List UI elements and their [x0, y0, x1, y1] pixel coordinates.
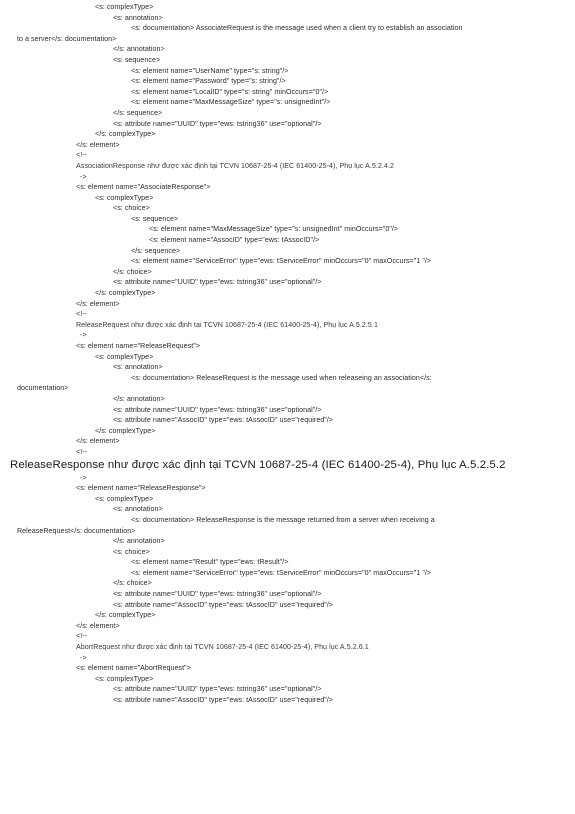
- code-line: <!--: [76, 151, 88, 160]
- code-line: <s: element name="ServiceError" type="ews: tServiceError" minOccurs="0" maxOccurs="1 "/>: [131, 568, 432, 577]
- code-line: <s: complexType>: [95, 494, 154, 503]
- code-line: <s: element name="AbortRequest">: [76, 664, 191, 673]
- code-line: </s: complexType>: [95, 611, 156, 620]
- code-line: <s: element name="ReleaseResponse">: [76, 484, 206, 493]
- code-line: </s: element>: [76, 437, 120, 446]
- code-line: to a server</s: documentation>: [17, 34, 117, 43]
- code-line: <s: element name="UserName" type="s: string"/>: [131, 66, 289, 75]
- code-line: </s: annotation>: [113, 394, 165, 403]
- code-line: <s: element name="MaxMessageSize" type="s: unsignedInt" minOccurs="0"/>: [149, 225, 399, 234]
- code-line: <s: complexType>: [95, 3, 154, 11]
- code-line: <s: documentation> ReleaseRequest is the message used when releaseing an association</s:: [131, 373, 432, 382]
- code-line: </s: element>: [76, 299, 120, 308]
- code-line: ->: [80, 473, 87, 482]
- code-line: <!--: [76, 310, 88, 319]
- code-line: <!--: [76, 632, 88, 641]
- code-line: </s: annotation>: [113, 537, 165, 546]
- section-heading-line: ReleaseResponse như được xác định tại TCVN 10687-25-4 (IEC 61400-25-4), Phụ lục A.5.2.5.2: [10, 458, 506, 471]
- code-line: <s: documentation> ReleaseResponse is the message returned from a server when receiving a: [131, 515, 435, 524]
- code-line: <s: complexType>: [95, 674, 154, 683]
- code-line: ->: [80, 172, 87, 181]
- code-line: <s: annotation>: [113, 13, 163, 22]
- code-line: <s: attribute name="AssocID" type="ews: tAssocID" use="required"/>: [113, 696, 334, 704]
- code-line: </s: sequence>: [113, 108, 163, 117]
- code-line: </s: choice>: [113, 267, 152, 276]
- code-line: <s: element name="MaxMessageSize" type="s: unsignedInt"/>: [131, 98, 331, 107]
- comment-line: ReleaseRequest như được xác định tại TCVN 10687-25-4 (IEC 61400-25-4), Phụ lục A.5.2.5.1: [76, 320, 378, 329]
- code-line: ->: [80, 331, 87, 340]
- comment-line: AbortRequest như được xác định tại TCVN 10687-25-4 (IEC 61400-25-4), Phụ lục A.5.2.6.1: [76, 643, 369, 652]
- code-line: <s: attribute name="UUID" type="ews: tstring36" use="optional"/>: [113, 590, 322, 599]
- code-line: </s: sequence>: [131, 246, 181, 255]
- code-line: <s: documentation> AssociateRequest is the message used when a client try to establish an association: [131, 24, 463, 33]
- code-line: documentation>: [17, 384, 69, 393]
- code-line: <s: choice>: [113, 204, 150, 213]
- code-line: <s: element name="ServiceError" type="ews: tServiceError" minOccurs="0" maxOccurs="1 "/>: [131, 257, 432, 266]
- code-line: <s: attribute name="UUID" type="ews: tstring36" use="optional"/>: [113, 278, 322, 287]
- code-line: <!--: [76, 447, 88, 456]
- code-line: <s: element name="ReleaseRequest">: [76, 342, 201, 350]
- code-line: <s: element name="Password" type="s: string"/>: [131, 77, 286, 86]
- code-line: <s: sequence>: [131, 214, 179, 223]
- code-line: <s: attribute name="UUID" type="ews: tstring36" use="optional"/>: [113, 119, 322, 128]
- code-line: <s: annotation>: [113, 363, 163, 372]
- code-line: <s: complexType>: [95, 352, 154, 361]
- code-line: </s: choice>: [113, 579, 152, 588]
- code-line: ->: [80, 653, 87, 662]
- code-line: </s: annotation>: [113, 45, 165, 54]
- code-line: <s: complexType>: [95, 193, 154, 202]
- code-line: <s: element name="AssociateResponse">: [76, 183, 211, 192]
- code-line: </s: complexType>: [95, 426, 156, 435]
- code-line: </s: complexType>: [95, 130, 156, 139]
- code-line: <s: attribute name="AssocID" type="ews: tAssocID" use="required"/>: [113, 416, 334, 425]
- code-line: <s: choice>: [113, 547, 150, 556]
- code-line: </s: complexType>: [95, 289, 156, 298]
- code-line: </s: element>: [76, 140, 120, 149]
- code-line: <s: element name="LocalID" type="s: string" minOccurs="0"/>: [131, 87, 329, 96]
- code-line: <s: attribute name="UUID" type="ews: tstring36" use="optional"/>: [113, 685, 322, 694]
- code-line: <s: attribute name="AssocID" type="ews: tAssocID" use="required"/>: [113, 600, 334, 609]
- code-line: </s: element>: [76, 621, 120, 630]
- code-line: <s: annotation>: [113, 505, 163, 514]
- comment-line: AssociationResponse như được xác định tại TCVN 10687-25-4 (IEC 61400-25-4), Phụ lục A.5.2.4.2: [76, 161, 394, 170]
- code-line: <s: attribute name="UUID" type="ews: tstring36" use="optional"/>: [113, 405, 322, 414]
- code-line: <s: sequence>: [113, 55, 161, 64]
- code-line: ReleaseRequest</s: documentation>: [17, 526, 136, 535]
- code-line: <s: element name="Result" type="ews: tResult"/>: [131, 558, 289, 567]
- code-line: <s: element name="AssocID" type="ews: tAssocID"/>: [149, 236, 320, 245]
